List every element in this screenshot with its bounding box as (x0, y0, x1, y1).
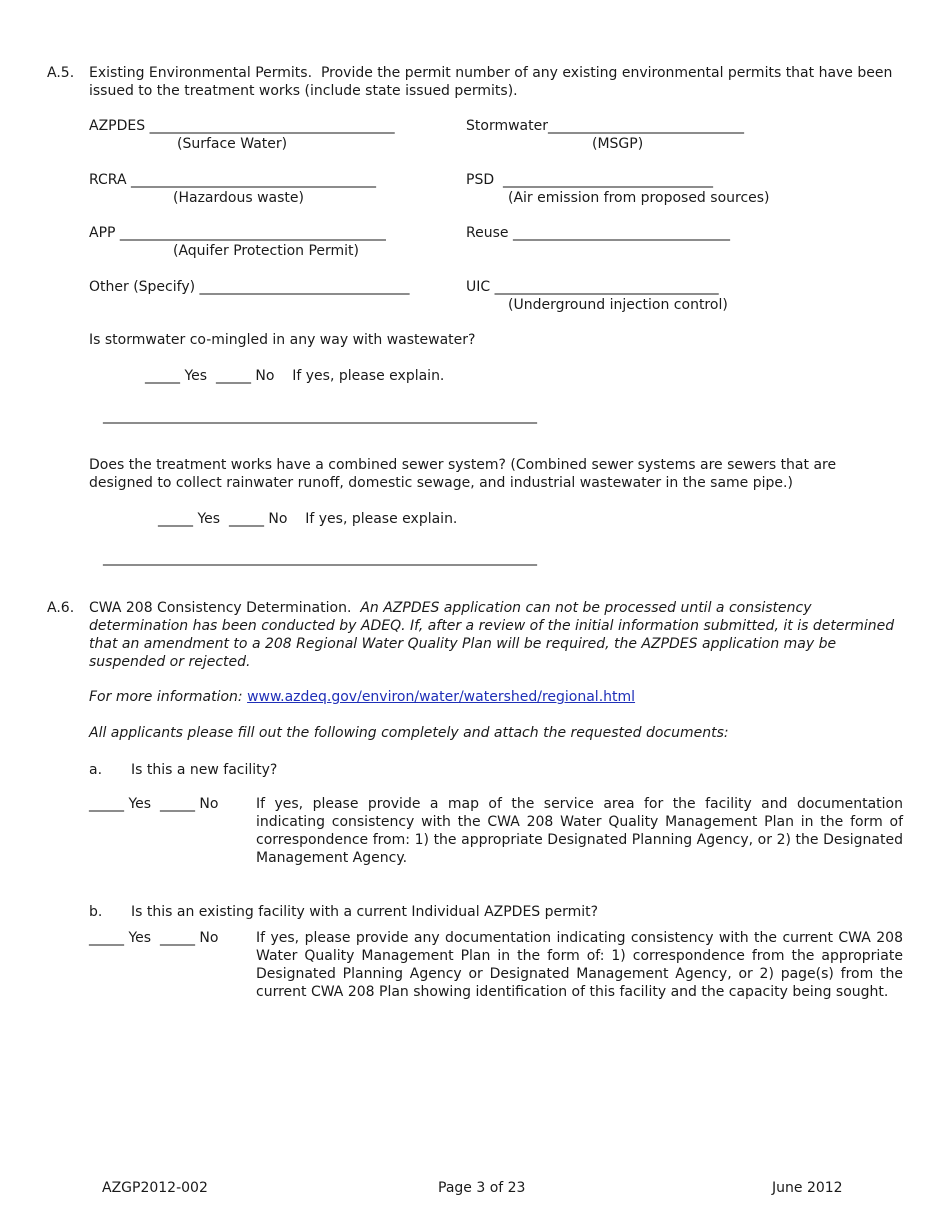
item-a-answer[interactable]: _____ Yes _____ No (89, 796, 219, 812)
psd-permit-caption: (Air emission from proposed sources) (508, 190, 770, 206)
section-a6-intro: An AZPDES application can not be processed until a consistency determination has been conducted by ADEQ. If, after a review of the initial information submitted, it is determined that an amendment to a 208 Regional Water Quality Plan will be required, the AZPDES application may be suspended or rejected. (89, 600, 895, 670)
stormwater-comingled-question: Is stormwater co-mingled in any way with wastewater? (89, 332, 476, 348)
combined-sewer-question: Does the treatment works have a combined sewer system? (Combined sewer systems are sewers that are designed to collect rainwater runoff, domestic sewage, and industrial wastewater in the same pipe.) (89, 457, 837, 491)
rcra-permit-field[interactable]: RCRA ___________________________________ (89, 172, 376, 188)
stormwater-permit-field[interactable]: Stormwater____________________________ (466, 118, 744, 134)
footer-form-id: AZGP2012-002 (102, 1180, 208, 1196)
stormwater-explain-line[interactable]: ______________________________________________________________ (103, 408, 537, 424)
regional-plan-link[interactable]: www.azdeq.gov/environ/water/watershed/regional.html (247, 689, 636, 705)
app-permit-caption: (Aquifer Protection Permit) (173, 243, 360, 259)
item-a-detail: If yes, please provide a map of the service area for the facility and documentation indicating consistency with the CWA 208 Water Quality Management Plan in the form of correspondence from: 1) the appropriate Designated Planning Agency, or 2) the Designated Management Agency. (256, 796, 903, 866)
stormwater-permit-caption: (MSGP) (592, 136, 644, 152)
combined-sewer-explain-line[interactable]: ______________________________________________________________ (103, 550, 537, 566)
section-a6-heading (89, 599, 904, 671)
section-a6-title: CWA 208 Consistency Determination. (89, 600, 352, 616)
item-b-detail: If yes, please provide any documentation indicating consistency with the current CWA 208 Water Quality Management Plan in the form of: 1) correspondence from the appropriate Designated Planning Agency or Designated Management Agency, or 2) page(s) from the current CWA 208 Plan showing identification of this facility and the capacity being sought. (256, 930, 903, 1000)
item-b-letter: b. (89, 904, 103, 920)
section-a6-number: A.6. (47, 600, 75, 616)
stormwater-comingled-answer[interactable]: _____ Yes _____ No If yes, please explain. (145, 368, 445, 384)
other-permit-field[interactable]: Other (Specify) ______________________________ (89, 279, 410, 295)
section-a5-title: Existing Environmental Permits. (89, 65, 313, 81)
rcra-permit-caption: (Hazardous waste) (173, 190, 304, 206)
item-b-question: Is this an existing facility with a current Individual AZPDES permit? (131, 904, 599, 920)
psd-permit-field[interactable]: PSD ______________________________ (466, 172, 714, 188)
app-permit-field[interactable]: APP ______________________________________ (89, 225, 386, 241)
reuse-permit-field[interactable]: Reuse _______________________________ (466, 225, 730, 241)
section-a5-heading (89, 64, 904, 100)
footer-page-number: Page 3 of 23 (438, 1180, 526, 1196)
section-a5-intro: Provide the permit number of any existing environmental permits that have been issued to the treatment works (include state issued permits). (89, 65, 893, 99)
applicant-instruction: All applicants please fill out the following completely and attach the requested documents: (89, 725, 729, 741)
uic-permit-field[interactable]: UIC ________________________________ (466, 279, 719, 295)
more-info-row (89, 688, 635, 706)
section-a5-number: A.5. (47, 65, 75, 81)
more-info-label: For more information: (89, 689, 243, 705)
footer-date: June 2012 (772, 1180, 843, 1196)
item-b-answer[interactable]: _____ Yes _____ No (89, 930, 219, 946)
azpdes-permit-field[interactable]: AZPDES ___________________________________ (89, 118, 395, 134)
item-a-letter: a. (89, 762, 103, 778)
uic-permit-caption: (Underground injection control) (508, 297, 728, 313)
item-a-question: Is this a new facility? (131, 762, 278, 778)
azpdes-permit-caption: (Surface Water) (177, 136, 288, 152)
combined-sewer-answer[interactable]: _____ Yes _____ No If yes, please explain. (158, 511, 458, 527)
